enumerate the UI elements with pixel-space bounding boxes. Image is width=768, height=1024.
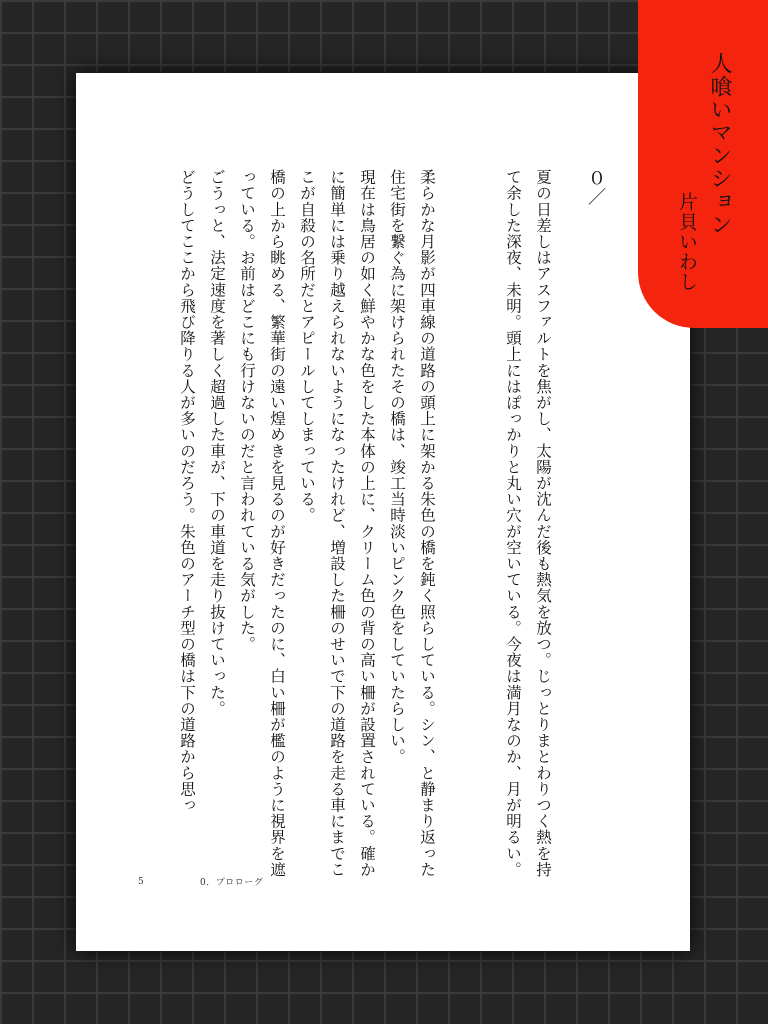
paragraph-1: 夏の日差しはアスファルトを焦がし、太陽が沈んだ後も熱気を放つ。じっとりまとわりつく熱を持て余した深夜、未明。頭上にはぽっかりと丸い穴が空いている。今夜は満月なのか、月が明るい。 bbox=[504, 169, 552, 878]
book-page bbox=[76, 73, 690, 951]
book-author: 片貝いわし bbox=[676, 192, 698, 292]
chapter-label: 0．プロローグ bbox=[200, 878, 264, 888]
book-title: 人喰いマンション bbox=[707, 52, 732, 236]
page-number: 5 bbox=[138, 877, 144, 887]
paragraph-4: 橋の上から眺める、繁華街の遠い煌めきを見るのが好きだったのに、白い柵が檻のように視界を遮っている。お前はどこにも行けないのだと言われている気がした。 bbox=[238, 169, 286, 878]
paragraph-3: 現在は鳥居の如く鮮やかな色をした本体の上に、クリーム色の背の高い柵が設置されている。確かに簡単には乗り越えられないようになったけれど、増設した柵のせいで下の道路を走る車にまでここが自殺の名所だとアピールしてしまっている。 bbox=[298, 169, 376, 878]
paragraph-6: どうしてここから飛び降りる人が多いのだろう。朱色のアーチ型の橋は下の道路から思っ bbox=[178, 169, 196, 813]
paragraph-5: ごうっと、法定速度を著しく超過した車が、下の車道を走り抜けていった。 bbox=[208, 169, 226, 717]
chapter-heading: ０／ bbox=[585, 169, 606, 207]
body-text bbox=[172, 169, 610, 889]
title-badge[interactable] bbox=[638, 0, 768, 328]
paragraph-2: 柔らかな月影が四車線の道路の頭上に架かる朱色の橋を鈍く照らしている。シン、と静まり返った住宅街を繋ぐ為に架けられたその橋は、竣工当時淡いピンク色をしていたらしい。 bbox=[388, 169, 436, 878]
